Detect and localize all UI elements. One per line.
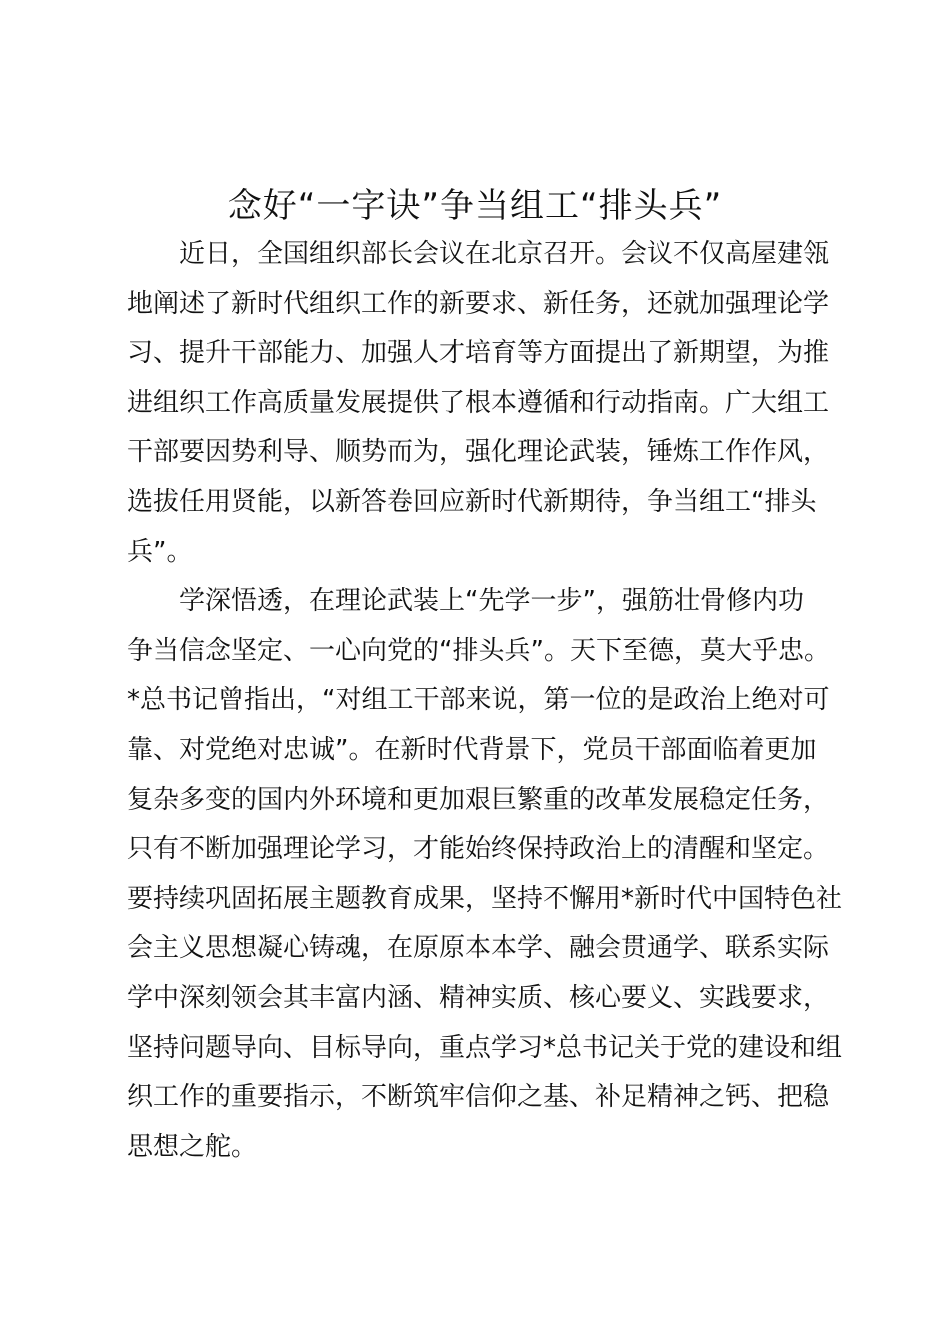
paragraph-1 <box>127 230 847 577</box>
paragraph-2 <box>127 577 847 1172</box>
paragraph-line: 织工作的重要指示，不断筑牢信仰之基、补足精神之钙、把稳 <box>127 1082 830 1113</box>
paragraph-line: 进组织工作高质量发展提供了根本遵循和行动指南。广大组工 <box>127 387 830 418</box>
paragraph-line: 学深悟透，在理论武装上“先学一步”，强筋壮骨修内功 <box>179 586 804 617</box>
paragraph-line: 要持续巩固拓展主题教育成果，坚持不懈用*新时代中国特色社 <box>127 883 843 914</box>
paragraph-line: *总书记曾指出，“对组工干部来说，第一位的是政治上绝对可 <box>127 685 830 716</box>
paragraph-line: 靠、对党绝对忠诚”。在新时代背景下，党员干部面临着更加 <box>127 734 817 765</box>
paragraph-line: 选拔任用贤能，以新答卷回应新时代新期待，争当组工“排头 <box>127 486 817 517</box>
paragraph-line: 地阐述了新时代组织工作的新要求、新任务，还就加强理论学 <box>127 288 830 319</box>
paragraph-line: 兵”。 <box>127 536 193 567</box>
document-title: 念好“一字诀”争当组工“排头兵” <box>227 186 723 226</box>
paragraph-line: 坚持问题导向、目标导向，重点学习*总书记关于党的建设和组 <box>127 1032 843 1063</box>
paragraph-line: 思想之舵。 <box>127 1131 258 1162</box>
paragraph-line: 干部要因势利导、顺势而为，强化理论武装，锤炼工作作风， <box>127 437 830 468</box>
paragraph-line: 争当信念坚定、一心向党的“排头兵”。天下至德，莫大乎忠。 <box>127 635 830 666</box>
paragraph-line: 习、提升干部能力、加强人才培育等方面提出了新期望，为推 <box>127 338 830 369</box>
paragraph-line: 只有不断加强理论学习，才能始终保持政治上的清醒和坚定。 <box>127 834 830 865</box>
paragraph-line: 复杂多变的国内外环境和更加艰巨繁重的改革发展稳定任务， <box>127 784 830 815</box>
paragraph-line: 会主义思想凝心铸魂，在原原本本学、融会贯通学、联系实际 <box>127 933 830 964</box>
document-body <box>127 230 847 1172</box>
paragraph-line: 近日，全国组织部长会议在北京召开。会议不仅高屋建瓴 <box>179 239 830 269</box>
paragraph-line: 学中深刻领会其丰富内涵、精神实质、核心要义、实践要求， <box>127 982 830 1013</box>
